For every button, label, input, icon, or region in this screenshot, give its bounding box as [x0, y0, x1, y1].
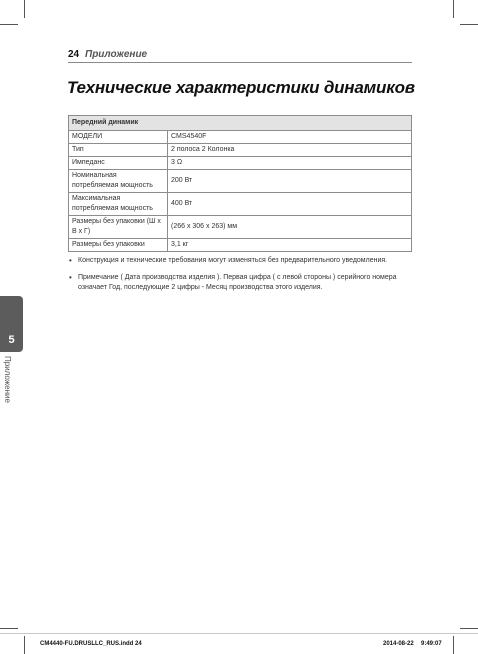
- crop-mark: [24, 636, 25, 654]
- bullet-icon: •: [69, 256, 72, 265]
- crop-mark: [460, 24, 478, 25]
- bullet-icon: •: [69, 273, 72, 282]
- row-label: Максимальная потребляемая мощность: [69, 193, 168, 216]
- crop-mark: [453, 0, 454, 18]
- footer-divider: [0, 633, 478, 634]
- row-value: 3 Ω: [168, 157, 412, 170]
- page-number: 24: [68, 49, 80, 60]
- row-label: Тип: [69, 144, 168, 157]
- row-label: Номинальная потребляемая мощность: [69, 170, 168, 193]
- note-text: Конструкция и технические требования могут изменяться без предварительного уведомления.: [78, 257, 388, 264]
- row-value: (266 x 306 x 263) мм: [168, 216, 412, 239]
- row-value: CMS4540F: [168, 131, 412, 144]
- table-row: [69, 144, 412, 157]
- table-row: [69, 170, 412, 193]
- crop-mark: [0, 628, 18, 629]
- footer-time: 9:49:07: [421, 641, 442, 647]
- row-label: Импеданс: [69, 157, 168, 170]
- table-row: [69, 157, 412, 170]
- row-value: 200 Вт: [168, 170, 412, 193]
- crop-mark: [0, 24, 18, 25]
- table-row: [69, 131, 412, 144]
- page-title: Технические характеристики динамиков: [67, 78, 415, 97]
- note-text: Примечание ( Дата производства изделия ). Первая цифра ( с левой стороны ) серийного номера означает Год, последующие 2 цифры - Месяц производства этого изделия.: [78, 274, 397, 291]
- row-label: МОДЕЛИ: [69, 131, 168, 144]
- footer-filename: CM4440-FU.DRUSLLC_RUS.indd 24: [40, 641, 142, 647]
- chapter-label: Приложение: [3, 356, 12, 403]
- header-divider: [68, 62, 412, 63]
- row-label: Размеры без упаковки: [69, 239, 168, 252]
- list-item: [68, 273, 414, 293]
- row-value: 3,1 кг: [168, 239, 412, 252]
- table-row: [69, 193, 412, 216]
- table-row: [69, 239, 412, 252]
- section-label: Приложение: [85, 49, 148, 60]
- table-heading: Передний динамик: [69, 116, 412, 131]
- crop-mark: [460, 628, 478, 629]
- chapter-number: 5: [8, 334, 15, 346]
- row-label: Размеры без упаковки (Ш x В x Г): [69, 216, 168, 239]
- notes-list: [68, 256, 414, 300]
- list-item: [68, 256, 414, 266]
- row-value: 2 полоса 2 Колонка: [168, 144, 412, 157]
- row-value: 400 Вт: [168, 193, 412, 216]
- crop-mark: [453, 636, 454, 654]
- table-header-row: [69, 116, 412, 131]
- spec-table: [68, 115, 412, 252]
- footer-date: 2014-08-22: [383, 641, 414, 647]
- crop-mark: [24, 0, 25, 18]
- table-row: [69, 216, 412, 239]
